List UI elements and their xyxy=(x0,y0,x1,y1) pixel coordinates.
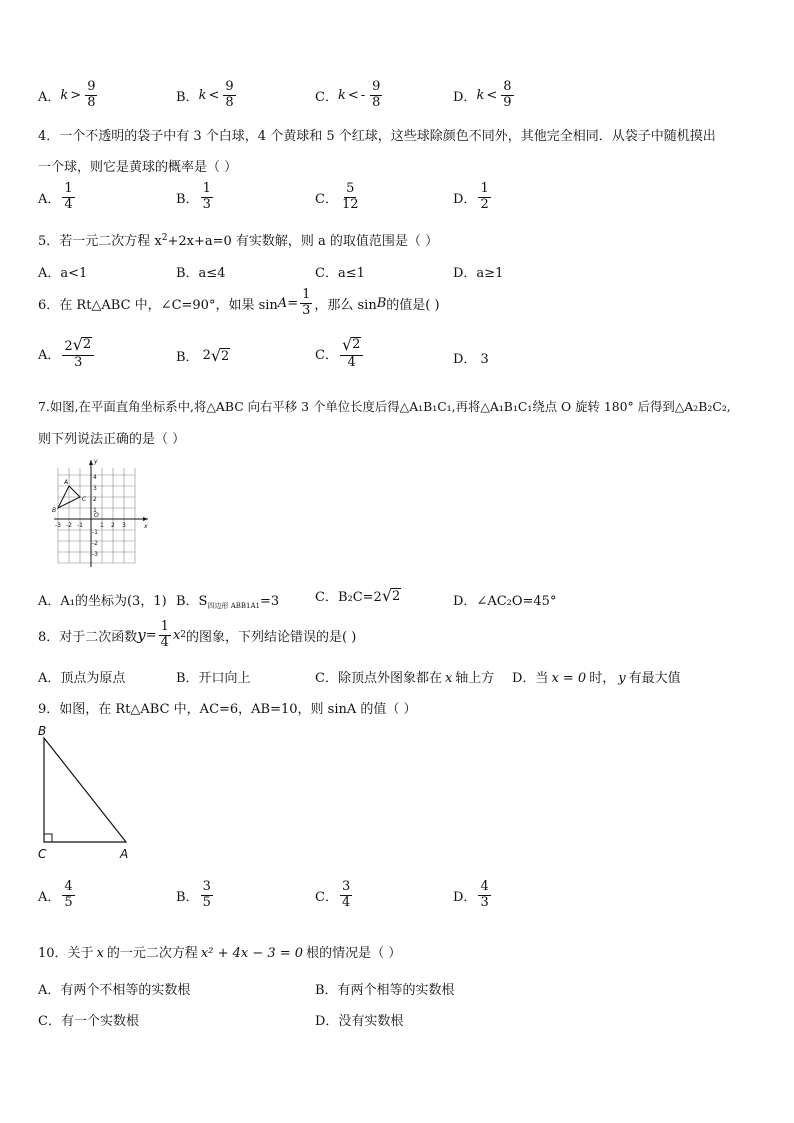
q7-option-b[interactable]: B．$S_{四边形 ABB1A1}=3$ xyxy=(176,594,280,610)
q3-option-d[interactable]: D． k < $\frac{8}{9}$ xyxy=(453,79,512,110)
q7-option-d[interactable]: D．∠AC₂O=45° xyxy=(453,594,557,609)
fraction: 2 √ 2 3 xyxy=(62,336,94,371)
fraction: $\frac{9}{8}$ xyxy=(225,79,234,110)
right-triangle xyxy=(44,738,126,842)
q9-stem: 9．如图，在 Rt△ABC 中，AC=6，AB=10，则 sinA 的值（ ） xyxy=(38,702,417,717)
point-b-label: B xyxy=(52,507,57,514)
q4-stem-line2: 一个球，则它是黄球的概率是（ ） xyxy=(38,160,238,175)
q6-option-c[interactable]: C． √ 2 4 xyxy=(315,336,365,371)
q10-option-c[interactable]: C．有一个实数根 xyxy=(38,1014,139,1029)
right-angle-mark xyxy=(44,834,52,842)
q7-stem-line2: 则下列说法正确的是（ ） xyxy=(38,432,186,447)
q5-option-a[interactable]: A．a<1 xyxy=(38,266,88,281)
q10-stem: 10．关于 x 的一元二次方程 x² + 4x − 3 = 0 根的情况是（ ） xyxy=(38,946,402,961)
point-a-label: A xyxy=(64,479,69,486)
fraction: $\frac{3}{4}$ xyxy=(341,879,351,910)
y-tick: -2 xyxy=(92,540,98,547)
q9-option-d[interactable]: D． $\frac{4}{3}$ xyxy=(453,879,489,910)
sqrt-symbol: √ 2 xyxy=(381,586,401,605)
q6-option-d[interactable]: D． 3 xyxy=(453,352,489,367)
x-tick: 2 xyxy=(111,522,115,529)
vertex-c-label: C xyxy=(38,847,47,861)
q5-option-c[interactable]: C．a≤1 xyxy=(315,266,365,281)
q3-option-c[interactable]: C． k < - $\frac{9}{8}$ xyxy=(315,79,381,110)
q9-triangle-figure xyxy=(32,724,142,864)
q9-option-a[interactable]: A． $\frac{4}{5}$ xyxy=(38,879,73,910)
fraction: $\frac{4}{3}$ xyxy=(480,879,489,910)
x-tick: 1 xyxy=(100,522,104,529)
q8-option-d[interactable]: D．当 x = 0 时， y 有最大值 xyxy=(512,671,681,686)
fraction: $\frac{1}{4}$ xyxy=(64,181,73,212)
x-tick: -1 xyxy=(77,522,83,529)
fraction: $\frac{3}{5}$ xyxy=(202,879,211,910)
sqrt-symbol: √ 2 xyxy=(72,335,92,354)
fraction: $\frac{8}{9}$ xyxy=(503,79,512,110)
q9-option-b[interactable]: B． $\frac{3}{5}$ xyxy=(176,879,211,910)
y-axis-label: y xyxy=(94,458,98,465)
q10-option-b[interactable]: B．有两个相等的实数根 xyxy=(315,983,455,998)
y-tick: 1 xyxy=(93,507,97,514)
vertex-b-label: B xyxy=(38,724,47,738)
fraction: $\frac{1}{4}$ xyxy=(160,619,169,650)
y-tick: 3 xyxy=(93,485,97,492)
y-tick: -1 xyxy=(92,529,98,536)
fraction: $\frac{1}{2}$ xyxy=(480,181,489,212)
fraction: √ 2 4 xyxy=(340,336,363,371)
q6-option-b[interactable]: B． 2 √ 2 xyxy=(176,346,230,365)
q7-option-c[interactable]: C．B₂C=2 √ 2 xyxy=(315,586,401,605)
q8-option-a[interactable]: A．顶点为原点 xyxy=(38,671,126,686)
y-tick: 2 xyxy=(93,496,97,503)
fraction: $\frac{4}{5}$ xyxy=(64,879,73,910)
q4-option-d[interactable]: D． $\frac{1}{2}$ xyxy=(453,181,489,212)
x-tick: -3 xyxy=(55,522,61,529)
q10-option-a[interactable]: A．有两个不相等的实数根 xyxy=(38,983,191,998)
q4-option-c[interactable]: C． $\frac{5}{12}$ xyxy=(315,181,359,212)
q9-option-c[interactable]: C． $\frac{3}{4}$ xyxy=(315,879,351,910)
origin-label: O xyxy=(94,512,99,519)
q5-stem: 5．若一元二次方程 $x^2+2x+a=0$ 有实数解，则 a 的取值范围是（ ） xyxy=(38,233,439,249)
q6-option-a[interactable]: A． 2 √ 2 3 xyxy=(38,336,96,371)
sqrt-symbol: √ 2 xyxy=(210,346,230,365)
q7-option-a[interactable]: A．A₁的坐标为(3，1) xyxy=(38,594,167,609)
fraction: $\frac{5}{12}$ xyxy=(341,181,359,212)
sqrt-symbol: √ 2 xyxy=(341,335,361,354)
q3-option-b[interactable]: B． k < $\frac{9}{8}$ xyxy=(176,79,234,110)
q8-stem: 8．对于二次函数 y = $\frac{1}{4}$ x 2 的图象，下列结论错误的是( ) xyxy=(38,619,357,650)
q7-stem-line1: 7.如图,在平面直角坐标系中,将△ABC 向右平移 3 个单位长度后得△A₁B₁C₁,再将△A₁B₁C₁绕点 O 旋转 180° 后得到△A₂B₂C₂, xyxy=(38,399,731,414)
y-tick: -3 xyxy=(92,551,98,558)
q10-option-d[interactable]: D．没有实数根 xyxy=(315,1014,404,1029)
q5-option-d[interactable]: D．a≥1 xyxy=(453,266,504,281)
q4-option-a[interactable]: A． $\frac{1}{4}$ xyxy=(38,181,73,212)
fraction: $\frac{9}{8}$ xyxy=(87,79,96,110)
vertex-a-label: A xyxy=(120,847,129,861)
point-c-label: C xyxy=(82,496,87,503)
q3-option-a[interactable]: A． k > $\frac{9}{8}$ xyxy=(38,79,96,110)
x-tick: -2 xyxy=(66,522,72,529)
q6-stem: 6．在 Rt△ABC 中，∠C=90°，如果 sin A = $\frac{1}{3}$ ，那么 sin B 的值是( ) xyxy=(38,287,440,318)
q4-option-b[interactable]: B． $\frac{1}{3}$ xyxy=(176,181,211,212)
fraction: $\frac{9}{8}$ xyxy=(372,79,381,110)
y-tick: 4 xyxy=(93,474,97,481)
q7-coordinate-grid xyxy=(50,455,155,570)
fraction: $\frac{1}{3}$ xyxy=(302,287,311,318)
q8-option-b[interactable]: B．开口向上 xyxy=(176,671,251,686)
q4-stem-line1: 4．一个不透明的袋子中有 3 个白球，4 个黄球和 5 个红球，这些球除颜色不同外，其他完全相同．从袋子中随机摸出 xyxy=(38,129,716,144)
fraction: $\frac{1}{3}$ xyxy=(202,181,211,212)
x-tick: 3 xyxy=(122,522,126,529)
q8-option-c[interactable]: C．除顶点外图象都在 x 轴上方 xyxy=(315,671,495,686)
q5-option-b[interactable]: B．a≤4 xyxy=(176,266,226,281)
x-axis-label: x xyxy=(144,523,148,530)
